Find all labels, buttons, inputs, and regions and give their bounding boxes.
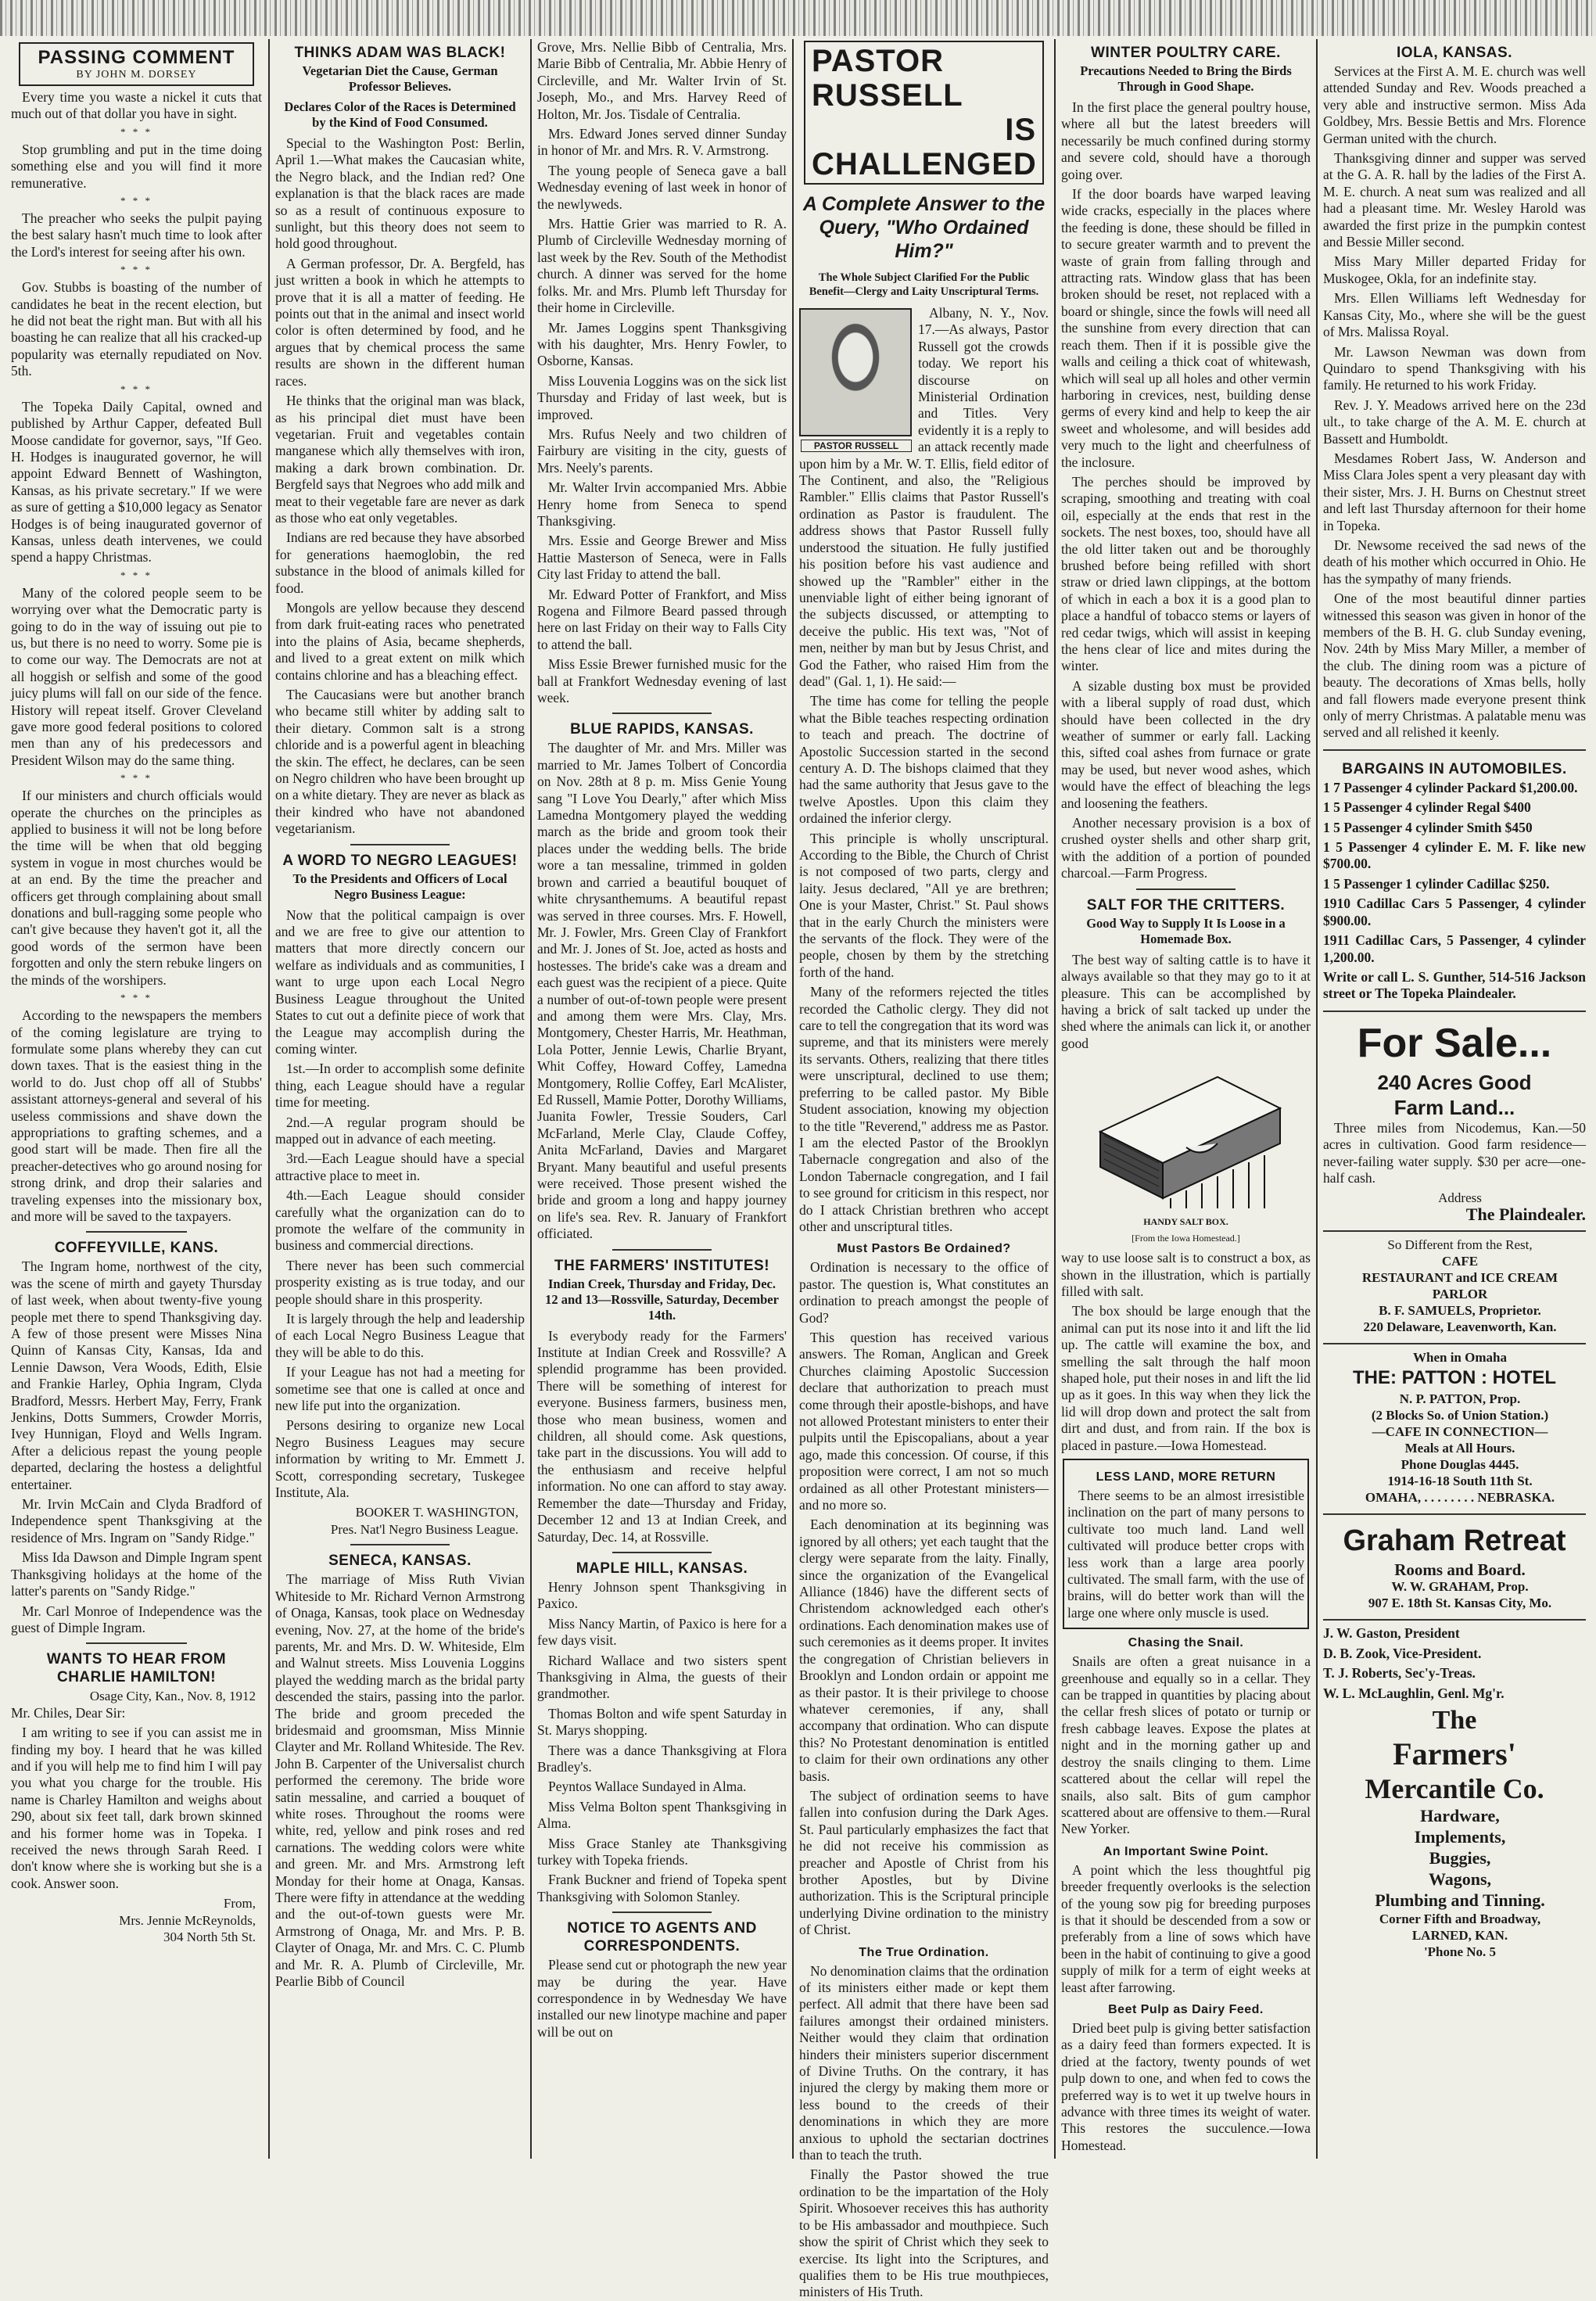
- mercantile-name: Mercantile Co.: [1365, 1772, 1544, 1804]
- news-paragraph: Miss Nancy Martin, of Paxico is here for a few days visit.: [537, 1615, 787, 1649]
- news-paragraph: Mrs. Hattie Grier was married to R. A. Plumb of Circleville Wednesday morning of last week by the Rev. South of the Methodist church. A dinner was served for the home folks. Mr. and Mrs. Plumb left Thursday for their home in Circleville.: [537, 216, 787, 316]
- section-stars: * * *: [120, 569, 152, 581]
- officer-line: D. B. Zook, Vice-President.: [1323, 1645, 1482, 1661]
- news-paragraph: Services at the First A. M. E. church was well attended Sunday and Rev. Woods preached a very able and instructive sermon. Miss Ada Goldbey, Mrs. Bessie Bettis and Mrs. Florence German united with the church.: [1323, 63, 1586, 146]
- news-paragraph: Thomas Bolton and wife spent Saturday in St. Marys shopping.: [537, 1705, 787, 1739]
- section-stars: * * *: [120, 382, 152, 395]
- column-rule: [268, 39, 270, 2159]
- article-paragraph: Special to the Washington Post: Berlin, April 1.—What makes the Caucasian white, the Negro black, and the Indian red? One explanation is that the black races are made so as a result of continuous exposure to sunlight, but this theory does not seem to hold good throughout.: [275, 135, 525, 252]
- hotel-heading: THE: PATTON : HOTEL: [1353, 1367, 1556, 1389]
- article-paragraph: The time has come for telling the people what the Bible teaches respecting ordination to teach and preach. The doctrine of Apostolic Succession started in the second century A. D. The bishops claimed that they had the same authority that Jesus gave to the twelve Apostles. Upon this claim they ordained the inferior clergy.: [799, 693, 1049, 827]
- article-paragraph: This principle is wholly unscriptural. According to the Bible, the Church of Christ is not composed of two parts, clergy and laity. Jesus declared, "All ye are brethren; One is your Master, Christ." St. Paul shows that in the early Church the ministers were the servants of the flock. They were of the people, chosen by them by the stretching forth of the hand.: [799, 830, 1049, 980]
- news-paragraph: Dr. Newsome received the sad news of the death of his mother which occurred in Ohio. He has the sympathy of many friends.: [1323, 537, 1586, 587]
- blue-rapids-heading: BLUE RAPIDS, KANSAS.: [570, 721, 754, 738]
- article-paragraph: There never has been such commercial prosperity existing as is true today, and our people should share in this prosperity.: [275, 1257, 525, 1307]
- headline-line-1: PASTOR RUSSELL: [812, 44, 963, 113]
- article-paragraph: The best way of salting cattle is to have it always available so that they may go to it at pleasure. This can be accomplished by having a brick of salt tacked up under the shed where the animals can lick it, or another good: [1061, 951, 1311, 1051]
- officer-line: J. W. Gaston, President: [1323, 1625, 1460, 1642]
- article-paragraph: Another necessary provision is a box of crushed oyster shells and other sharp grit, with the addition of a portion of pounded charcoal.—Farm Progress.: [1061, 815, 1311, 881]
- article-paragraph: He thinks that the original man was black, as his principal diet must have been vegetarian. Fruit and vegetables contain manganese which ally themselves with iron, making a dark brown combination. Dr. Bergfeld says that Negroes who add milk and meat to their vegetable fare are never as dark as those who eat only vegetables.: [275, 393, 525, 526]
- farmers-institutes-heading: THE FARMERS' INSTITUTES!: [554, 1257, 770, 1274]
- masthead-title: PASSING COMMENT: [38, 47, 235, 68]
- negro-leagues-subhead: To the Presidents and Officers of Local Negro Business League:: [292, 871, 507, 902]
- cafe-line: 220 Delaware, Leavenworth, Kan.: [1363, 1319, 1557, 1335]
- letter-address: 304 North 5th St.: [163, 1929, 256, 1944]
- news-paragraph: Miss Mary Miller departed Friday for Muskogee, Okla, for an indefinite stay.: [1323, 253, 1586, 286]
- graham-heading: Graham Retreat: [1343, 1524, 1566, 1558]
- iola-heading: IOLA, KANSAS.: [1397, 45, 1512, 61]
- notice-heading: NOTICE TO AGENTS AND CORRESPONDENTS.: [567, 1920, 757, 1955]
- mercantile-address: Corner Fifth and Broadway,: [1379, 1911, 1541, 1926]
- adam-black-subhead: Declares Color of the Races is Determined by the Kind of Food Consumed.: [284, 99, 516, 130]
- article-paragraph: It is largely through the help and leadership of each Local Negro Business League that they will be able to do this.: [275, 1311, 525, 1360]
- hotel-line: (2 Blocks So. of Union Station.): [1371, 1408, 1549, 1423]
- article-paragraph: A German professor, Dr. A. Bergfeld, has just written a book in which he attempts to prove that it is all a matter of feeding. He points out that in the animal and insect world color is often determined by food, and he argues that by chemical process the same results are shown in the different human races.: [275, 255, 525, 389]
- hotel-line: —CAFE IN CONNECTION—: [1372, 1424, 1548, 1440]
- swine-point-heading: An Important Swine Point.: [1103, 1844, 1269, 1858]
- section-stars: * * *: [120, 264, 152, 276]
- comment-paragraph: The preacher who seeks the pulpit paying the best salary hasn't much time to look after the Lord's interest for seeing after his own.: [11, 210, 262, 260]
- for-sale-subhead: Farm Land...: [1393, 1095, 1515, 1119]
- divider: [86, 1231, 186, 1233]
- letter-salutation: Mr. Chiles, Dear Sir:: [11, 1704, 126, 1721]
- masthead-byline: BY JOHN M. DORSEY: [76, 69, 197, 81]
- news-paragraph: Miss Essie Brewer furnished music for the ball at Frankfort Wednesday evening of last week.: [537, 656, 787, 706]
- column-3: [533, 39, 791, 2163]
- must-pastors-subheading: Must Pastors Be Ordained?: [837, 1242, 1011, 1256]
- passing-comment-masthead: [19, 42, 254, 86]
- automobile-ad: [1323, 749, 1586, 1003]
- news-paragraph: Mr. Edward Potter of Frankfort, and Miss Rogena and Filmore Beard passed through here on last Friday on their way to Falls City to attend the ball.: [537, 586, 787, 652]
- news-paragraph: Mrs. Essie and George Brewer and Miss Hattie Masterson of Seneca, were in Falls City last Friday to attend the ball.: [537, 533, 787, 583]
- farmers-institutes-subhead: Indian Creek, Thursday and Friday, Dec. 12 and 13—Rossville, Saturday, December 14th.: [545, 1276, 779, 1323]
- automobile-listing: 1910 Cadillac Cars 5 Passenger, 4 cylinder $900.00.: [1323, 896, 1586, 928]
- chasing-snail-heading: Chasing the Snail.: [1128, 1636, 1244, 1650]
- news-paragraph: Miss Grace Stanley ate Thanksgiving turkey with Topeka friends.: [537, 1835, 787, 1868]
- news-paragraph: Frank Buckner and friend of Topeka spent Thanksgiving with Solomon Stanley.: [537, 1872, 787, 1904]
- divider: [612, 1552, 712, 1553]
- mercantile-phone: 'Phone No. 5: [1423, 1944, 1497, 1959]
- news-paragraph: Richard Wallace and two sisters spent Thanksgiving in Alma, the guests of their grandmother.: [537, 1652, 787, 1702]
- article-paragraph: A point which the less thoughtful pig breeder frequently overlooks is the selection of the young sow pig for breeding purposes is that it should be descended from a sow or preferably from a line of sows which have been in the habit of continuing to give a good supply of milk for a term of eight weeks at least after farrowing.: [1061, 1861, 1311, 1995]
- news-paragraph: The Ingram home, northwest of the city, was the scene of mirth and gayety Thursday of last week, when about twenty-five young people met there to spend Thanksgiving day. A few of those present were Misses Nina Quinn of Kansas City, Kansas, Ida and Lennie Dawson, Vera Woods, Edith, Elsie and Frankie Harley, Ophia Ingram, Clyda Bradford, Messrs. Herbert May, Ferry, Frank Jenkins, Dotts Summers, Crowder Morris, Ivey Hunnigan, Floyd and Wells Ingram. After a delicious repast the young people departed, declaring the hostess a delightful entertainer.: [11, 1258, 262, 1492]
- news-paragraph: One of the most beautiful dinner parties witnessed this season was given in honor of the members of the B. H. G. club Sunday evening, Nov. 24th by Miss Mary Miller, a member of the club. The dining room was a picture of beauty. The decorations of Xmas bells, holly and fall flowers made everyone present think only of merry Christmas. A palatable menu was served and all relished it keenly.: [1323, 591, 1586, 741]
- mercantile-the: The: [1432, 1705, 1477, 1735]
- section-stars: * * *: [120, 195, 152, 207]
- article-paragraph: Mongols are yellow because they descend from dark fruit-eating races who penetrated into the plains of Asia, became shepherds, and lived to a great extent on milk which contains chlorine and has a bleaching effect.: [275, 599, 525, 683]
- article-paragraph: 3rd.—Each League should have a special attractive place to meet in.: [275, 1150, 525, 1183]
- column-4: [794, 39, 1053, 2300]
- figure-credit: [From the Iowa Homestead.]: [1132, 1233, 1240, 1244]
- article-paragraph: Each denomination at its beginning was ignored by all others; yet each taught that the clergy were separate from the laity. Finally, since the organization of the Evangelical Alliance (1846) have the different sects of Christendom acknowledged each other's ordinations. Each denomination makes use of such ceremonies as it deems proper. It invites the congregation of Christian believers in Brooklyn and London ordain or appoint me as their pastor. It is their privilege to choose whatever ceremonies, if any, shall accompany that ordination. Who can dispute this? No Protestant denomination is entitled to claim for their own ordinations any other basis.: [799, 1517, 1049, 1784]
- mercantile-goods: Plumbing and Tinning.: [1375, 1890, 1545, 1910]
- cafe-line: B. F. SAMUELS, Proprietor.: [1379, 1303, 1541, 1319]
- article-paragraph: 1st.—In order to accomplish some definite thing, each League should have a regular time for meeting.: [275, 1061, 525, 1111]
- comment-paragraph: Many of the colored people seem to be worrying over what the Democratic party is going to do in the way of issuing out pie to us, but there is no need to worry. Some pie is to come our way. The Democrats are not at all hoggish or selfish and some of the good juicy plums will fall on our side of the fence. History will repeat itself. Grover Cleveland gave more good federal positions to colored men than any of his predecessors and President Wilson may do the same thing.: [11, 584, 262, 768]
- mercantile-goods: Wagons,: [1428, 1868, 1492, 1889]
- cafe-line: So Different from the Rest,: [1387, 1237, 1533, 1253]
- column-rule: [792, 39, 794, 2159]
- for-sale-paper: The Plaindealer.: [1465, 1204, 1586, 1225]
- coffeyville-heading: COFFEYVILLE, KANS.: [54, 1240, 219, 1257]
- negro-leagues-heading: A WORD TO NEGRO LEAGUES!: [282, 852, 518, 869]
- cafe-line: CAFE: [1441, 1254, 1479, 1269]
- article-paragraph: Now that the political campaign is over and we are free to give our attention to matters that more directly concern our welfare as individuals and as communities, I want to urge upon each Local Negro Business League throughout the United States to cut out a definite piece of work that the League may accomplish during the coming winter.: [275, 906, 525, 1057]
- news-paragraph: Mr. Irvin McCain and Clyda Bradford of Independence spent Thanksgiving at the residence of Mrs. Ingram on "Sandy Ridge.": [11, 1496, 262, 1545]
- cafe-ad: [1323, 1230, 1586, 1335]
- article-paragraph: Ordination is necessary to the office of pastor. The question is, What constitutes an ordination to preach amongst the people of God?: [799, 1259, 1049, 1326]
- article-paragraph: The perches should be improved by scraping, smoothing and treating with coal oil, especially at the ends that rest in the sockets. The nest boxes, too, should have all the old litter taken out and be thoroughly brushed before being refilled with short straw or dried lawn clippings, at the bottom of which in each a box it is a good plan to place a handful of tobacco stems or layers of red cedar twigs, which will assist in keeping the hens clear of lice and mites during the winter.: [1061, 473, 1311, 674]
- winter-poultry-subhead: Precautions Needed to Bring the Birds Through in Good Shape.: [1080, 63, 1292, 94]
- column-rule: [1316, 39, 1318, 2159]
- graham-line: W. W. GRAHAM, Prop.: [1391, 1579, 1529, 1595]
- automobile-listing: 1 7 Passenger 4 cylinder Packard $1,200.00.: [1323, 779, 1578, 795]
- news-paragraph: Miss Louvenia Loggins was on the sick list Thursday and Friday of last week, but is improved.: [537, 372, 787, 422]
- article-paragraph: 2nd.—A regular program should be mapped out in advance of each meeting.: [275, 1114, 525, 1147]
- hotel-line: OMAHA, . . . . . . . . NEBRASKA.: [1365, 1490, 1555, 1506]
- column-5: [1056, 39, 1315, 2163]
- news-paragraph: The young people of Seneca gave a ball Wednesday evening of last week in honor of the newlyweds.: [537, 162, 787, 212]
- news-paragraph: Thanksgiving dinner and supper was served at the G. A. R. hall by the ladies of the First A. M. E. church. A neat sum was realized and all had a pleasant time. Mr. Wesley Harold was awarded the first prize in the pumpkin contest and Bessie Miller second.: [1323, 150, 1586, 250]
- hotel-line: Phone Douglas 4445.: [1401, 1457, 1519, 1473]
- column-6: [1318, 39, 1591, 2163]
- divider: [86, 1642, 186, 1644]
- graham-retreat-ad: [1323, 1513, 1586, 1611]
- less-land-heading: LESS LAND, MORE RETURN: [1096, 1470, 1276, 1484]
- portrait-caption: PASTOR RUSSELL: [801, 440, 912, 452]
- column-1: [6, 39, 267, 2163]
- hotel-line: When in Omaha: [1413, 1350, 1507, 1366]
- article-paragraph: Indians are red because they have absorbed for generations haemoglobin, the red substance in the blood of animals killed for food.: [275, 529, 525, 596]
- automobile-listing: 1 5 Passenger 1 cylinder Cadillac $250.: [1323, 875, 1550, 892]
- comment-paragraph: The Topeka Daily Capital, owned and published by Arthur Capper, defeated Bull Moose candidate for governor, says, "If Geo. H. Hodges is inaugurated governor, he will appoint Edward Bennett of Washington, Kansas, as his private secretary." If we were as sure of getting a $10,000 legacy as Senator Hodges is of being inaugurated governor of Kansas, unless death intervenes, we could spend a happy Christmas.: [11, 398, 262, 565]
- news-paragraph: Miss Ida Dawson and Dimple Ingram spent Thanksgiving holidays at the home of the latter's parents on "Sandy Ridge.": [11, 1549, 262, 1599]
- automobile-listing: 1 5 Passenger 4 cylinder Regal $400: [1323, 799, 1531, 816]
- for-sale-subhead: 240 Acres Good: [1377, 1070, 1532, 1094]
- wants-to-hear-heading: WANTS TO HEAR FROM CHARLIE HAMILTON!: [46, 1651, 227, 1686]
- article-paragraph: Persons desiring to organize new Local Negro Business Leagues may secure information by writing to Mr. Emmett J. Scott, corresponding secretary, Tuskegee Institute, Ala.: [275, 1417, 525, 1501]
- article-paragraph: In the first place the general poultry house, where all but the latest breeders will necessarily be much confined during stormy and severe cold, should have a thorough going over.: [1061, 99, 1311, 182]
- letter-from: From,: [223, 1896, 256, 1912]
- for-sale-heading: For Sale...: [1357, 1020, 1552, 1066]
- news-paragraph: The daughter of Mr. and Mrs. Miller was married to Mr. James Tolbert of Concordia on Nov. 28th at 8 p. m. Miss Genie Young sang "I Love You Dearly," after which Miss Lamedna Montgomery played the wedding march as the bride and groom took their places under the wedding bells. The bride wore a tan messaline, trimmed in golden brown and carried a beautiful bouquet of white chrysanthemums. A beautiful repast was served in three courses. Mrs. F. Howell, Mr. J. Fowler, Mrs. Green Clay of Frankfort and Mr. J. Jones of St. Joe, acted as hosts and hostesses. The bride's cake was a dream and each guest was the recipient of a piece. Quite a number of out-of-town people were present and among them were Mrs. Clay, Mrs. Montgomery, Chester Harris, Mr. Heathman, Lola Potter, Jennie Lewis, Charlie Bryant, Whit Coffey, Howard Coffey, Lamedna Montgomery, Rollie Coffey, Earl McAlister, Ed Russell, Mamie Potter, Dorothy Williams, Juanita Fowler, Tressie Souders, Carl McFarland, Merle Clay, Claude Coffey, Anita McFarland, Davies and Margaret Bryant. Many beautiful and useful presents were received. Those present wished the bride and groom a long and happy journey on life's sea. Rev. R. January of Frankfort officiated.: [537, 740, 787, 1242]
- news-paragraph: Is everybody ready for the Farmers' Institute at Indian Creek and Rossville? A splendid programme has been provided. There will be something of interest for everyone. Business farmers, business men, those who mean business, women and children, all should come. Ask questions, take part in the discussions. You will add to the enthusiasm and receive helpful information. No one can afford to stay away. Remember the date—Thursday and Friday, December 12 and 13 at Indian Creek, and Saturday, Dec. 14, at Rossville.: [537, 1327, 787, 1545]
- section-stars: * * *: [120, 992, 152, 1004]
- divider: [612, 1249, 712, 1251]
- salt-critters-heading: SALT FOR THE CRITTERS.: [1086, 896, 1286, 914]
- news-paragraph: Peyntos Wallace Sundayed in Alma.: [548, 1779, 747, 1795]
- article-paragraph: This question has received various answers. The Roman, Anglican and Greek Churches claiming Apostolic Succession declare that authorization to preach must come through their apostle-bishops, and have not allowed Protestant ministers to enter their pulpits until the Episcopalians, about a year ago, made this concession. Of course, if this proposition were correct, I am not so much ordained as all other Protestant ministers—and no more so.: [799, 1329, 1049, 1513]
- article-paragraph: A sizable dusting box must be provided with a liberal supply of road dust, which should have been collected in the dry weather of summer or early fall. Lacking this, sifted coal ashes from furnace or grate may be used, but never wood ashes, which would have the effect of bleaching the legs and loosening the feathers.: [1061, 677, 1311, 811]
- seneca-heading: SENECA, KANSAS.: [328, 1553, 472, 1570]
- pastor-russell-portrait: [799, 308, 912, 451]
- article-paragraph: Dried beet pulp is giving better satisfaction as a dairy feed than formers expected. It is dried at the factory, twenty pounds of wet pulp down to one, and when fed to cows the preferred way is to wet it up twelve hours in advance with three times its weight of water. This restores the succulence.—Iowa Homestead.: [1061, 2019, 1311, 2153]
- article-paragraph: The subject of ordination seems to have fallen into confusion during the Dark Ages. St. Paul particularly emphasizes the fact that he did not receive his commission as preacher and Apostle of Christ from his brother Apostles, but by Divine authorization. This is the Scriptural principle underlying Divine ordination to the ministry of Christ.: [799, 1787, 1049, 1938]
- maple-hill-heading: MAPLE HILL, KANSAS.: [576, 1560, 748, 1577]
- automobile-listing: 1 5 Passenger 4 cylinder E. M. F. like new $700.00.: [1323, 839, 1586, 872]
- article-paragraph: Snails are often a great nuisance in a greenhouse and equally so in a cellar. They can be trapped in quantities by placing about the cellar fresh slices of potato or turnip or fresh cabbage leaves. Expose the plates at night and in the morning gather up and destroy the snails clinging to them. Lime scattered about the cellar will repel the snails, also salt. Bits of gum camphor scattered about are offensive to them.—Rural New Yorker.: [1061, 1653, 1311, 1837]
- divider: [350, 1544, 450, 1545]
- salt-critters-subhead: Good Way to Supply It Is Loose in a Homemade Box.: [1086, 915, 1286, 946]
- article-paragraph: No denomination claims that the ordination of its ministers either made or kept them perfect. All admit that there have been sad failures amongst their ordained ministers. Neither would they claim that ordination hinders their ministers superior discernment of Divine Truths. On the contrary, it has injured the clergy by making them more or less bound to the creeds of their denominations in which they are more anxious to uphold the sectarian doctrines than to teach the truth.: [799, 1962, 1049, 2163]
- pastor-russell-headline-box: [804, 41, 1044, 185]
- salt-box-illustration: [1061, 1061, 1311, 1247]
- comment-paragraph: Every time you waste a nickel it cuts that much out of that dollar you have in sight.: [11, 89, 262, 122]
- automobile-listing: 1911 Cadillac Cars, 5 Passenger, 4 cylinder 1,200.00.: [1323, 932, 1586, 965]
- cafe-line: PARLOR: [1432, 1287, 1488, 1302]
- for-sale-address-label: Address: [1438, 1190, 1482, 1206]
- news-paragraph: Mrs. Ellen Williams left Wednesday for Kansas City, Mo., where she will be the guest of Mrs. Malissa Royal.: [1323, 290, 1586, 340]
- mercantile-city: LARNED, KAN.: [1411, 1927, 1508, 1943]
- mercantile-goods: Hardware,: [1420, 1805, 1500, 1825]
- column-rule: [1054, 39, 1056, 2159]
- letter-signature: Mrs. Jennie McReynolds,: [119, 1912, 256, 1928]
- signature-name: BOOKER T. WASHINGTON,: [355, 1505, 518, 1520]
- news-paragraph: Miss Velma Bolton spent Thanksgiving in Alma.: [537, 1798, 787, 1832]
- news-paragraph: There was a dance Thanksgiving at Flora Bradley's.: [537, 1742, 787, 1775]
- divider: [612, 1912, 712, 1913]
- mercantile-goods: Buggies,: [1429, 1847, 1491, 1868]
- officer-line: T. J. Roberts, Sec'y-Treas.: [1323, 1665, 1476, 1682]
- comment-paragraph: Gov. Stubbs is boasting of the number of candidates he beat in the recent election, but he did not beat the right man. But with all his boasting he can realize that all his cracked-up popularity was eternally repudiated on Nov. 5th.: [11, 279, 262, 379]
- true-ordination-subheading: The True Ordination.: [859, 1945, 989, 1959]
- cafe-line: RESTAURANT and ICE CREAM: [1361, 1270, 1558, 1286]
- adam-black-heading: THINKS ADAM WAS BLACK!: [294, 45, 506, 61]
- salt-box-drawing: [1069, 1061, 1304, 1210]
- graham-line: 907 E. 18th St. Kansas City, Mo.: [1368, 1596, 1552, 1611]
- farmers-mercantile-ad: [1323, 1619, 1586, 1960]
- italic-subheadline: A Complete Answer to the Query, "Who Ordained Him?": [802, 193, 1045, 262]
- signature-title: Pres. Nat'l Negro Business League.: [330, 1521, 518, 1537]
- news-paragraph: Mr. Walter Irvin accompanied Mrs. Abbie Henry home from Seneca to spend Thanksgiving.: [537, 479, 787, 529]
- headline-line-2: IS CHALLENGED: [812, 113, 1037, 181]
- comment-paragraph: According to the newspapers the members of the coming legislature are trying to formulate some plans whereby they can cut down taxes. That is the easiest thing in the world to do. Just chop off all of Stubbs' assistant attorneys-general and several of his useless commissions and shave down the appropriations to grafting schemes, and a good start will be made. Then fire all the preacher-detectives who go around nosing for strong drink, and drop their salaries and traveling expenses into the missionary box, and more will be saved to the taxpayers.: [11, 1007, 262, 1224]
- divider: [1136, 888, 1236, 890]
- for-sale-ad: [1323, 1011, 1586, 1223]
- figure-caption: HANDY SALT BOX.: [1143, 1216, 1228, 1228]
- column-2: [271, 39, 529, 2163]
- automobile-ad-heading: BARGAINS IN AUTOMOBILES.: [1342, 760, 1567, 777]
- comment-paragraph: Stop grumbling and put in the time doing something else and you will find it more remunerative.: [11, 141, 262, 191]
- graham-line: Rooms and Board.: [1394, 1560, 1526, 1580]
- officer-line: W. L. McLaughlin, Genl. Mg'r.: [1323, 1685, 1505, 1701]
- article-paragraph: The box should be large enough that the animal can put its nose into it and lift the lid up. The cattle will examine the box, and smelling the salt through the half moon shaped hole, put their noses in and lift the lid up as it goes. In this way when they lick the lid will drop down and protect the salt from dirt and dust, and from rain. If the box is placed in pasture.—Iowa Homestead.: [1061, 1303, 1311, 1453]
- divider: [350, 844, 450, 845]
- letter-dateline: Osage City, Kan., Nov. 8, 1912: [89, 1689, 256, 1704]
- news-paragraph: Grove, Mrs. Nellie Bibb of Centralia, Mrs. Marie Bibb of Centralia, Mr. Abbie Henry of Circleville, and Mr. Walter Irvin of St. Joseph, Mo., and Mrs. Harvey Reed of Holton, Mr. Jos. Tisdale of Centralia.: [537, 39, 787, 122]
- article-paragraph: There seems to be an almost irresistible inclination on the part of many persons to cultivate too much land. Land well cultivated will produce better crops with less work than a large area poorly cultivated. The small farm, with the use of brains, will do better work than will the large one where only muscle is used.: [1067, 1488, 1304, 1621]
- less-land-box: [1063, 1459, 1309, 1629]
- winter-poultry-heading: WINTER POULTRY CARE.: [1091, 45, 1281, 61]
- article-paragraph: Albany, N. Y., Nov. 17.—As always, Pastor Russell got the crowds today. We report his discourse on Ministerial Ordination and Titles. Very evidently it is a reply to an attack recently made upon him by a Mr. W. T. Ellis, field editor of The Continent, and also, the "Religious Rambler." Ellis claims that Pastor Russell's ordination as Pastor is fraudulent. The address shows that Pastor Russell fully understood the situation. He fully justified his position before his vast audience and showed up the "Rambler" either in the unenviable light of either being ignorant of the subjects discussed, or attempting to deceive the public. His text was, "Not of men, neither by man but by Jesus Christ, and God the Father, who raised Him from the dead" (Gal. 1, 1). He said:—: [799, 305, 1049, 689]
- mercantile-goods: Implements,: [1414, 1826, 1506, 1847]
- for-sale-body: Three miles from Nicodemus, Kan.—50 acres in cultivation. Good farm residence—never-failing water supply. $30 per acre—one-half cash.: [1323, 1119, 1586, 1186]
- section-stars: * * *: [120, 772, 152, 784]
- news-paragraph: Mr. Carl Monroe of Independence was the guest of Dimple Ingram.: [11, 1603, 262, 1635]
- hotel-line: N. P. PATTON, Prop.: [1399, 1391, 1521, 1407]
- news-paragraph: Mr. James Loggins spent Thanksgiving with his daughter, Mrs. Henry Fowler, to Osborne, Kansas.: [537, 319, 787, 369]
- article-paragraph: Finally the Pastor showed the true ordination to be the impartation of the Holy Spirit. Whosoever receives this has authority to be His ambassador and mouthpiece. Such show the spirit of Christ which they seek to exercise. Its light into the Scriptures, and qualifies them to be His true mouthpieces, ministers of His Truth.: [799, 2166, 1049, 2300]
- news-paragraph: Mrs. Edward Jones served dinner Sunday in honor of Mr. and Mrs. R. V. Armstrong.: [537, 126, 787, 159]
- article-paragraph: The Caucasians were but another branch who became still whiter by adding salt to their dietary. Common salt is a strong chloride and is a powerful agent in bleaching the skin. The effect, he declares, can be seen on Negro children who have been brought up on a white dietary. They are never as black as their kindred who have not abandoned vegetarianism.: [275, 687, 525, 837]
- news-paragraph: The marriage of Miss Ruth Vivian Whiteside to Mr. Richard Vernon Armstrong of Onaga, Kansas, took place on Wednesday evening, Nov. 27, at the home of the bride's parents, Mr. and Mrs. D. W. Whiteside, Elm and Walnut streets. Miss Louvenia Loggins played the wedding march as the bridal party descended the stairs, passing into the parlor. The bride and groom preceded the bridesmaid and groomsman, Miss Minnie Clayter and Mr. Rolland Whiteside. The Rev. John B. Carpenter of the Universalist church performed the ceremony. The bride wore satin messaline, and carried a bouquet of white roses. Throughout the rooms were white, red, yellow and pink roses and red carnations. The wedding colors were white and green. Mr. and Mrs. Armstrong left Monday for their home at Onaga, Kansas. There were fifty in attendance at the wedding and the out-of-town guests were Mr. Armstrong of Onaga, Mr. and Mrs. P. B. Clayter of Onaga, Mr. and Mrs. C. C. Plumb and Mr. R. A. Plumb of Circleville, Mr. Pearlie Bibb of Council: [275, 1571, 525, 1990]
- automobile-contact: Write or call L. S. Gunther, 514-516 Jackson street or The Topeka Plaindealer.: [1323, 968, 1586, 1002]
- mercantile-name: Farmers': [1393, 1736, 1516, 1772]
- adam-black-subhead: Vegetarian Diet the Cause, German Professor Believes.: [302, 63, 498, 94]
- page-top-torn-edge: [0, 0, 1596, 36]
- section-stars: * * *: [120, 125, 152, 138]
- letter-body: I am writing to see if you can assist me in finding my boy. I heard that he was killed and if you will help me to find him I will pay you what you charge for the trouble. His name is Charley Hamilton and weighs about 290, about six feet tall, dark brown skinned and his former home was in Topeka. I received the news through Sarah Reed. I don't know where she is working but she is a cook. Answer soon.: [11, 1725, 262, 1891]
- column-rule: [530, 39, 532, 2159]
- hotel-line: Meals at All Hours.: [1404, 1441, 1515, 1456]
- lead-subhead: The Whole Subject Clarified For the Public Benefit—Clergy and Laity Unscriptural Terms.: [809, 271, 1039, 298]
- news-paragraph: Rev. J. Y. Meadows arrived here on the 23d ult., to take charge of the A. M. E. church at Bassett and Humboldt.: [1323, 397, 1586, 447]
- article-paragraph: Many of the reformers rejected the titles recorded the Catholic clergy. They did not care to tell the congregation that its word was supreme, and that its ministers were merely its servants. Others, realizing that there titles were unscriptural, declined to use them; preferring to be called pastor. My Bible Student association, knowing my objection to the title "Reverend," address me as Pastor. I am the elected Pastor of the Brooklyn Tabernacle congregation and also of the London Tabernacle congregation, and I fail to see ground for criticism in this respect, nor do I attack Christian brethren who accept other and unscriptural titles.: [799, 984, 1049, 1234]
- automobile-listing: 1 5 Passenger 4 cylinder Smith $450: [1323, 819, 1533, 835]
- news-paragraph: Mrs. Rufus Neely and two children of Fairbury are visiting in the city, guests of Mrs. Neely's parents.: [537, 425, 787, 476]
- article-paragraph: way to use loose salt is to construct a box, as shown in the illustration, which is partially filled with salt.: [1061, 1250, 1311, 1299]
- patton-hotel-ad: [1323, 1343, 1586, 1506]
- comment-paragraph: If our ministers and church officials would operate the churches on the principles as applied to business it will not be long before the time will be when that old begging system in vogue in most churches would be at an end. By the time the preacher and officers get through complaining about small donations and bull-ragging some people who can't give because they haven't got it, all the good words of the sermon have been forgotten and only the stern rebuke lingers on the minds of the worshipers.: [11, 788, 262, 988]
- news-paragraph: Mesdames Robert Jass, W. Anderson and Miss Clara Joles spent a very pleasant day with their sister, Mrs. J. H. Burns on Chestnut street and left last Thursday afternoon for their home in Topeka.: [1323, 450, 1586, 533]
- article-paragraph: If the door boards have warped leaving wide cracks, especially in the places where the feeding is done, these should be filled in to secure greater warmth and to prevent the waste of grain from falling through and attracting rats. Window glass that has been broken should be reset, not replaced with a board or shingle, since the fowls will need all the sunshine from every direction that can reach them. Then if it is possible give the walls and ceiling a thick coat of whitewash, which will seal up all holes and other vermin harboring in crevices, nest, building dense germs of every kind and help to keep the air sweet and wholesome, and will besides add very much to the light and cheerfulness of the inclosure.: [1061, 186, 1311, 470]
- news-paragraph: Mr. Lawson Newman was down from Quindaro to spend Thanksgiving with his family. He returned to his work Friday.: [1323, 343, 1586, 393]
- hotel-line: 1914-16-18 South 11th St.: [1387, 1474, 1533, 1489]
- divider: [612, 713, 712, 714]
- article-paragraph: 4th.—Each League should consider carefully what the organization can do to promote the welfare of the community in business and commercial directions.: [275, 1187, 525, 1254]
- news-paragraph: Please send cut or photograph the new year may be during the year. Have correspondence in by Wednesday We have installed our new linotype machine and paper will be out on: [537, 1957, 787, 2040]
- beet-pulp-heading: Beet Pulp as Dairy Feed.: [1108, 2002, 1264, 2016]
- article-paragraph: If your League has not had a meeting for sometime see that one is called at once and new life put into the organization.: [275, 1364, 525, 1414]
- news-paragraph: Henry Johnson spent Thanksgiving in Paxico.: [537, 1578, 787, 1612]
